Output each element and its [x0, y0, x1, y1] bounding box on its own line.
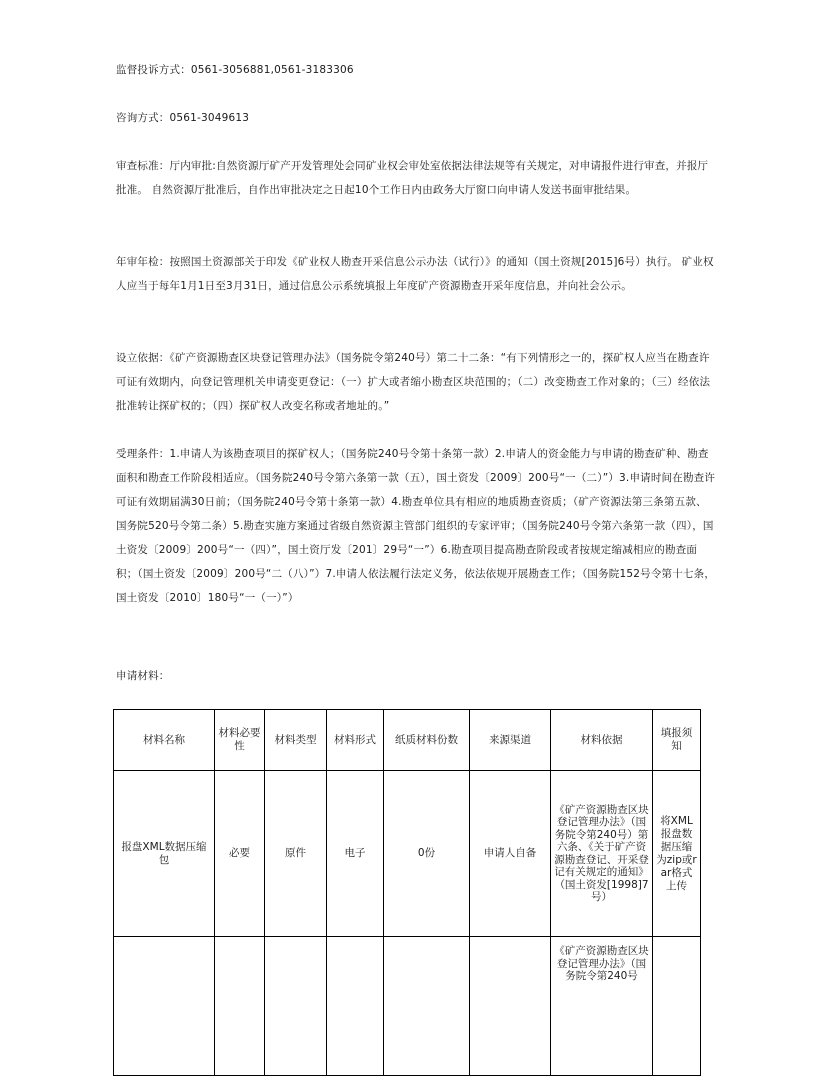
header-paper-copies: 纸质材料份数	[384, 710, 470, 771]
table-header-row	[114, 710, 701, 771]
supervision-contact: 监督投诉方式：0561-3056881,0561-3183306	[116, 64, 354, 76]
consult-contact: 咨询方式：0561-3049613	[116, 112, 250, 124]
table-row	[114, 771, 701, 937]
cell-basis: 《矿产资源勘查区块登记管理办法》（国务院令第240号）第六条、《关于矿产资源勘查登记、开采登记有关规定的通知》（国土资发[1998]7号）	[551, 771, 653, 937]
cell-material-form: 电子	[327, 771, 384, 937]
acceptance-conditions: 受理条件：1.申请人为该勘查项目的探矿权人；（国务院240号令第十条第一款）2.申请人的资金能力与申请的勘查矿种、勘查面积和勘查工作阶段相适应。（国务院240号令第六条第一款（五），国土资发〔2009〕200号“一（二）”）3.申请时间在勘查许可证有效期届满30日前；（国务院240号令第十条第一款）4.勘查单位具有相应的地质勘查资质；（矿产资源法第三条第五款、国务院520号令第二条）5.勘查实施方案通过省级自然资源主管部门组织的专家评审；（国务院240号令第六条第一款（四），国土资发〔2009〕200号“一（四）”，国土资厅发〔201〕29号“一”）6.勘查项目提高勘查阶段或者按规定缩减相应的勘查面积；（国土资发〔2009〕200号“二（八）”）7.申请人依法履行法定义务，依法依规开展勘查工作；（国务院152号令第十七条，国土资发〔2010〕180号“一（一）”）	[116, 448, 716, 604]
cell-paper-copies: 0份	[384, 771, 470, 937]
cell-necessity: 必要	[215, 771, 265, 937]
cell-source: 申请人自备	[470, 771, 551, 937]
legal-basis: 设立依据：《矿产资源勘查区块登记管理办法》（国务院令第240号）第二十二条：“有下列情形之一的，探矿权人应当在勘查许可证有效期内，向登记管理机关申请变更登记：（一）扩大或者缩小勘查区块范围的；（二）改变勘查工作对象的；（三）经依法批准转让探矿权的；（四）探矿权人改变名称或者地址的。”	[116, 352, 711, 412]
header-material-name: 材料名称	[114, 710, 215, 771]
cell-notes: 将XML报盘数据压缩为zip或rar格式上传	[653, 771, 701, 937]
header-necessity: 材料必要性	[215, 710, 265, 771]
materials-table	[113, 709, 701, 1076]
header-source: 来源渠道	[470, 710, 551, 771]
cell-basis: 《矿产资源勘查区块登记管理办法》（国务院令第240号	[551, 937, 653, 1076]
header-material-form: 材料形式	[327, 710, 384, 771]
review-standard: 审查标准：厅内审批:自然资源厅矿产开发管理处会同矿业权会审处室依据法律法规等有关规定，对申请报件进行审查，并报厅批准。 自然资源厅批准后，自作出审批决定之日起10个工作日内由政务大厅窗口向申请人发送书面审批结果。	[116, 160, 709, 196]
header-basis: 材料依据	[551, 710, 653, 771]
header-notes: 填报须知	[653, 710, 701, 771]
cell-material-type: 原件	[265, 771, 327, 937]
header-material-type: 材料类型	[265, 710, 327, 771]
cell-material-name: 报盘XML数据压缩包	[114, 771, 215, 937]
materials-heading: 申请材料：	[116, 670, 170, 682]
annual-inspection: 年审年检：按照国土资源部关于印发《矿业权人勘查开采信息公示办法（试行）》的通知（国土资规[2015]6号）执行。 矿业权人应当于每年1月1日至3月31日，通过信息公示系统填报上年度矿产资源勘查开采年度信息，并向社会公示。	[116, 256, 714, 292]
